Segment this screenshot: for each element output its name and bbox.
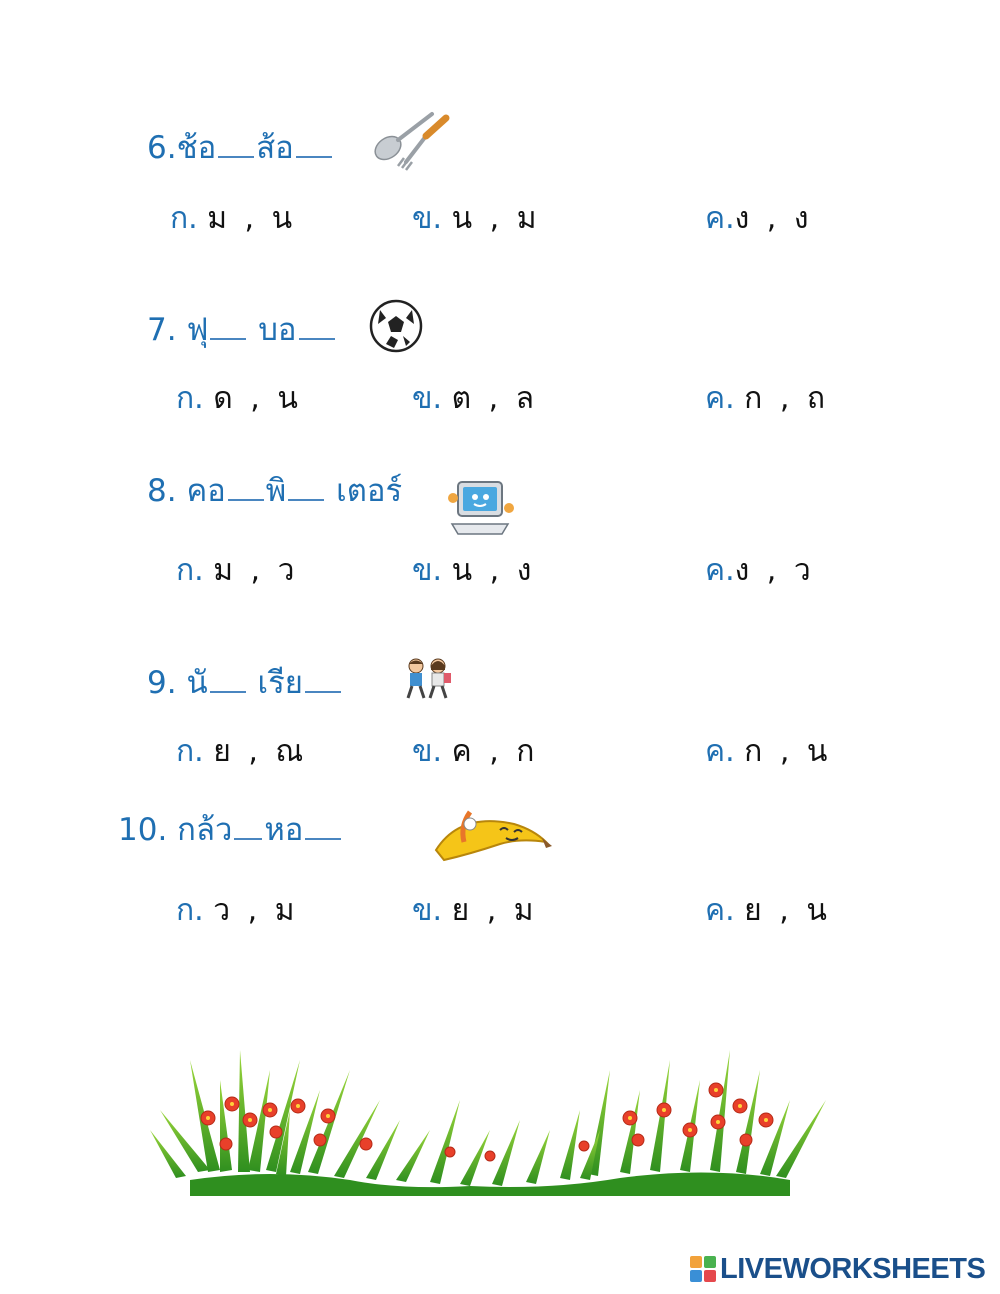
option-q9-a[interactable]: ก. ย , ณ	[176, 734, 308, 769]
blank-input[interactable]	[234, 838, 262, 840]
blank-input[interactable]	[305, 838, 341, 840]
blank-input[interactable]	[210, 338, 246, 340]
soccer-ball-icon	[368, 298, 424, 354]
banana-icon	[430, 802, 554, 864]
blank-input[interactable]	[210, 691, 246, 693]
blank-input[interactable]	[218, 156, 254, 158]
question-8-title: 8. คอ พิ เตอร์	[147, 473, 403, 509]
option-q9-c[interactable]: ค. ก , น	[705, 734, 832, 769]
option-q10-a[interactable]: ก. ว , ม	[176, 893, 299, 928]
blank-input[interactable]	[288, 499, 324, 501]
option-q8-a[interactable]: ก. ม , ว	[176, 553, 299, 588]
blank-input[interactable]	[305, 691, 341, 693]
option-q8-c[interactable]: ค.ง , ว	[705, 553, 815, 588]
question-9-title: 9. นั เรีย	[147, 668, 343, 699]
blank-input[interactable]	[299, 338, 335, 340]
spoon-fork-icon	[368, 106, 452, 172]
option-q10-b[interactable]: ข. ย , ม	[412, 893, 538, 928]
grass-flowers-icon	[150, 1040, 830, 1196]
blank-input[interactable]	[228, 499, 264, 501]
question-7-title: 7. ฟุ บอ	[147, 315, 337, 346]
option-q9-b[interactable]: ข. ค , ก	[412, 734, 539, 769]
question-10-title: 10. กล้ว หอ	[118, 815, 343, 846]
option-q7-c[interactable]: ค. ก , ถ	[705, 381, 830, 416]
computer-icon	[446, 478, 516, 538]
option-q6-b[interactable]: ข. น , ม	[412, 201, 541, 236]
logo-text: LIVEWORKSHEETS	[720, 1252, 986, 1285]
option-q6-a[interactable]: ก. ม , น	[170, 201, 297, 236]
students-icon	[402, 656, 454, 702]
option-q7-b[interactable]: ข. ต , ล	[412, 381, 539, 416]
question-6-title: 6.ช้อ ส้อ	[147, 133, 334, 164]
option-q10-c[interactable]: ค. ย , น	[705, 893, 831, 928]
liveworksheets-logo	[690, 1252, 985, 1286]
logo-badge-icon	[690, 1256, 716, 1282]
option-q8-b[interactable]: ข. น , ง	[412, 553, 536, 588]
blank-input[interactable]	[296, 156, 332, 158]
option-q6-c[interactable]: ค.ง , ง	[705, 201, 813, 236]
option-q7-a[interactable]: ก. ด , น	[176, 381, 302, 416]
